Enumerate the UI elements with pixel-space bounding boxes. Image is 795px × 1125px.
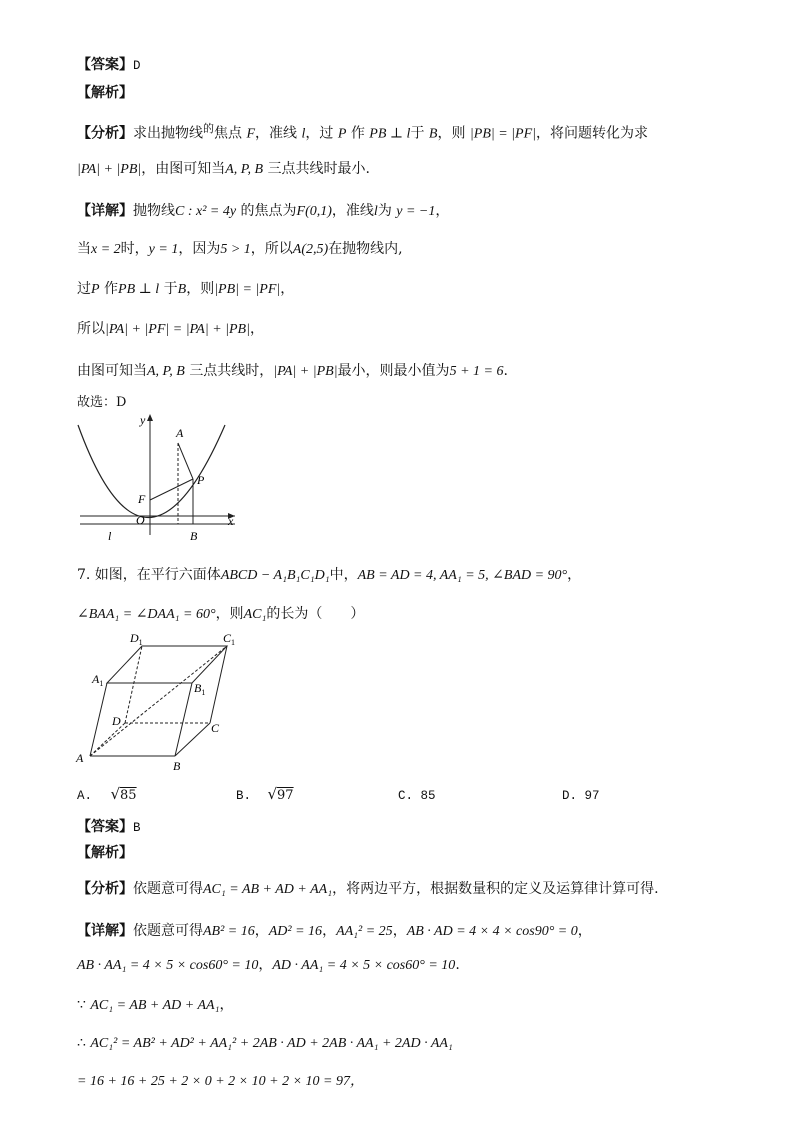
text: ，则	[186, 281, 215, 297]
math: PB ⊥ l	[369, 126, 411, 142]
diagonal-AC1	[90, 646, 227, 756]
sqrt-icon: √	[110, 785, 121, 803]
text: ，准线	[331, 203, 374, 219]
q7-detail-line-1	[77, 920, 592, 940]
math: |PB| = |PF|	[214, 282, 281, 297]
option-d[interactable]	[562, 789, 600, 803]
detail-tag: 【详解】	[77, 203, 133, 219]
math: F(0,1)	[296, 204, 332, 219]
text: ，则	[437, 125, 466, 142]
math: 5 > 1	[220, 242, 251, 257]
math: AC₁ = AB + AD + AA₁	[203, 882, 333, 897]
text: 最小，则最小值为	[337, 363, 450, 379]
edge-DD1	[125, 646, 142, 723]
text: ，	[254, 923, 269, 939]
answer-value: B	[133, 821, 141, 835]
parabola-figure	[70, 410, 250, 545]
option-a-value: 85	[120, 788, 137, 803]
sqrt-icon: √	[267, 785, 278, 803]
text: ，	[280, 281, 295, 297]
text: ，	[567, 567, 582, 583]
math: AB = AD = 4, AA₁ = 5, ∠BAD = 90°	[357, 568, 568, 583]
text: 的	[203, 122, 214, 135]
text: 所以	[77, 321, 105, 337]
text: 在抛物线内,	[328, 241, 403, 257]
math: |PA| + |PF| = |PA| + |PB|	[105, 322, 250, 337]
math: AD² = 16	[268, 924, 323, 939]
math: A, P, B	[225, 162, 264, 177]
math: 5 + 1 = 6	[449, 364, 504, 379]
answer-line-q7	[77, 816, 141, 836]
edge-BC	[175, 723, 210, 756]
parabola-curve	[78, 425, 225, 518]
answer-tag: 【答案】	[77, 57, 133, 73]
label-C: C	[211, 721, 220, 735]
math: ABCD − A₁B₁C₁D₁	[220, 568, 330, 583]
choose-line: 故选：D	[77, 395, 127, 410]
text: ，将问题转化为求	[535, 125, 648, 142]
detail-line-5	[77, 360, 508, 380]
math: A, P, B	[147, 364, 185, 379]
analysis-tag: 【解析】	[77, 845, 133, 861]
option-b-value: 97	[277, 788, 294, 803]
text: 抛物线	[133, 203, 175, 219]
label-P: P	[197, 473, 205, 487]
text: 依题意可得	[133, 881, 203, 897]
math: B	[177, 282, 187, 297]
top-face	[107, 646, 227, 683]
text: 作	[350, 125, 365, 142]
text: 当	[77, 241, 91, 257]
fenxi-tag: 【分析】	[77, 881, 133, 897]
detail-line-2	[77, 238, 403, 258]
math: y = −1	[396, 204, 436, 219]
text: 的焦点为	[240, 203, 297, 219]
math: ∠BAA₁ = ∠DAA₁ = 60°	[77, 607, 216, 622]
fenxi-tag: 【分析】	[77, 125, 133, 142]
math: l	[373, 204, 378, 219]
segment-AP	[178, 443, 193, 479]
therefore-symbol: ∴	[77, 1035, 86, 1051]
text: .	[503, 363, 508, 379]
text: ，	[322, 923, 337, 939]
segment-FP	[150, 479, 193, 500]
text: 求出抛物线	[133, 125, 203, 142]
label-C1: $C_1$	[223, 631, 236, 647]
label-y: y	[140, 413, 146, 427]
label-A: A	[176, 426, 184, 440]
label-D1: $D_1$	[130, 631, 143, 647]
detail-line-1	[77, 200, 449, 220]
math: AA₁² = 25	[336, 924, 393, 939]
fenxi-line-1	[77, 120, 648, 143]
answer-tag: 【答案】	[77, 819, 133, 835]
text: ，	[219, 997, 234, 1013]
text: 三点共线时，	[189, 363, 274, 379]
math: AC₁² = AB² + AD² + AA₁² + 2AB · AD + 2AB · AA₁ + 2AD · AA₁	[90, 1036, 453, 1051]
q7-detail-line-3	[77, 994, 233, 1014]
math: |PA| + |PB|	[273, 364, 338, 379]
math: AB · AA₁ = 4 × 5 × cos60° = 10	[77, 958, 259, 973]
math: A(2,5)	[292, 242, 329, 257]
fenxi-line-2	[77, 158, 370, 178]
because-symbol: ∵	[77, 997, 86, 1013]
label-l: l	[108, 529, 112, 543]
option-a-key: A.	[77, 789, 93, 803]
math: AC₁	[243, 607, 267, 622]
text: ，准线	[255, 125, 298, 142]
answer-value: D	[133, 59, 141, 73]
text: 依题意可得	[133, 923, 203, 939]
q7-detail-line-5	[77, 1070, 364, 1090]
text: ，	[258, 957, 273, 973]
text: 于	[410, 125, 425, 142]
math: AB² = 16	[203, 924, 255, 939]
text: ，所以	[250, 241, 293, 257]
parallelepiped-figure	[70, 628, 250, 773]
option-a[interactable]	[77, 785, 137, 803]
detail-tag: 【详解】	[77, 923, 133, 939]
option-c-key: C.	[398, 789, 414, 803]
label-B: B	[190, 529, 198, 543]
text: 中，	[329, 567, 358, 583]
text: 过	[77, 281, 91, 297]
label-B: B	[173, 759, 181, 773]
text: ，	[435, 203, 450, 219]
analysis-tag: 【解析】	[77, 85, 133, 101]
math: F	[246, 126, 256, 142]
option-b[interactable]	[236, 785, 294, 803]
math: B	[428, 126, 438, 142]
text: ，	[249, 321, 264, 337]
q7-stem-line-1	[77, 564, 581, 584]
detail-line-4	[77, 318, 264, 338]
text: 7. 如图，在平行六面体	[77, 567, 221, 583]
text: ，则	[215, 606, 244, 622]
text: 于	[163, 281, 178, 297]
q7-stem-line-2	[77, 603, 364, 623]
text: 由图可知当	[77, 363, 147, 379]
math: |PA| + |PB|	[77, 162, 142, 177]
math: AB · AD = 4 × 4 × cos90° = 0	[406, 924, 578, 939]
detail-line-3	[77, 278, 294, 298]
q7-fenxi-line	[77, 878, 659, 898]
option-c-value: 85	[420, 789, 436, 803]
label-F: F	[138, 492, 146, 506]
math: |PB| = |PF|	[469, 126, 536, 142]
option-d-key: D.	[562, 789, 578, 803]
math: AC₁ = AB + AD + AA₁	[90, 998, 220, 1013]
label-O: O	[136, 513, 145, 527]
label-A: A	[76, 751, 84, 765]
math: P	[91, 282, 100, 297]
text: 时，	[120, 241, 149, 257]
text: ，因为	[178, 241, 221, 257]
math: = 16 + 16 + 25 + 2 × 0 + 2 × 10 + 2 × 10 = 97，	[77, 1074, 364, 1089]
edge-AA1	[90, 683, 107, 756]
math: y = 1	[148, 242, 179, 257]
label-B1: $B_1$	[194, 681, 206, 697]
text: 的长为（ ）	[266, 606, 365, 622]
y-axis-arrow	[147, 414, 153, 421]
text: 焦点	[214, 125, 242, 142]
math: P	[337, 126, 347, 142]
answer-line-q6	[77, 54, 141, 74]
text: 三点共线时最小.	[267, 161, 371, 177]
q7-detail-line-4	[77, 1035, 453, 1052]
text: ，将两边平方，根据数量积的定义及运算律计算可得.	[332, 881, 659, 897]
math: x = 2	[91, 242, 121, 257]
option-b-key: B.	[236, 789, 252, 803]
math: PB ⊥ l	[118, 282, 160, 297]
q7-detail-line-2	[77, 954, 460, 974]
option-d-value: 97	[584, 789, 600, 803]
text: 为	[377, 203, 392, 219]
text: 作	[104, 281, 119, 297]
label-A1: $A_1$	[92, 672, 104, 688]
label-D: D	[112, 714, 121, 728]
math: C : x² = 4y	[175, 204, 237, 219]
math: AD · AA₁ = 4 × 5 × cos60° = 10	[272, 958, 456, 973]
label-x: x	[228, 514, 234, 528]
edge-BB1	[175, 683, 192, 756]
math: l	[301, 126, 306, 142]
text: ，	[577, 923, 592, 939]
text: ，过	[305, 125, 334, 142]
option-c[interactable]	[398, 789, 436, 803]
text: .	[455, 957, 460, 973]
text: ，	[392, 923, 407, 939]
text: ，由图可知当	[141, 161, 226, 177]
